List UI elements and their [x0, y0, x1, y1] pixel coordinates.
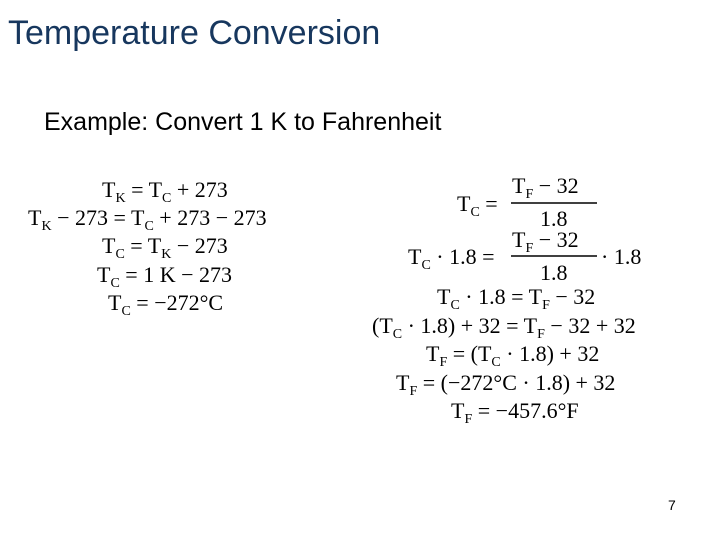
left-equations	[28, 177, 267, 319]
slide-title: Temperature Conversion	[8, 14, 381, 52]
page-number: 7	[668, 497, 676, 513]
equation: $T_F = (-272^\circ C \cdot 1.8) + 32$	[396, 370, 616, 399]
slide-subtitle: Example: Convert 1 K to Fahrenheit	[44, 108, 442, 136]
fraction-denominator: 1.8	[540, 260, 568, 285]
equation: $T_C \cdot 1.8$ =	[408, 244, 495, 273]
equation: $T_C = T_K - 273$	[102, 233, 228, 262]
equation: $T_F = (T_C \cdot 1.8) + 32$	[426, 341, 600, 370]
equation: $(T_C \cdot 1.8) + 32 = T_F - 32 + 32$	[372, 313, 636, 342]
fraction-numerator: $T_F - 32$	[512, 173, 579, 202]
equation: $T_K = T_C + 273$	[102, 177, 228, 206]
equation: $T_K - 273 = T_C + 273 - 273$	[28, 205, 267, 234]
equation: $T_C \cdot 1.8 = T_F - 32$	[437, 284, 596, 313]
equation: · 1.8	[601, 244, 642, 269]
equation: $T_C = -272^\circ C$	[108, 290, 224, 319]
equation: $T_C$ =	[457, 191, 498, 220]
right-equations	[372, 173, 641, 427]
fraction-denominator: 1.8	[540, 206, 568, 231]
equation: $T_C = 1$ K − 273	[97, 262, 232, 291]
equation: $T_F = -457.6^\circ F$	[451, 398, 579, 427]
fraction-numerator: $T_F - 32$	[512, 227, 579, 256]
